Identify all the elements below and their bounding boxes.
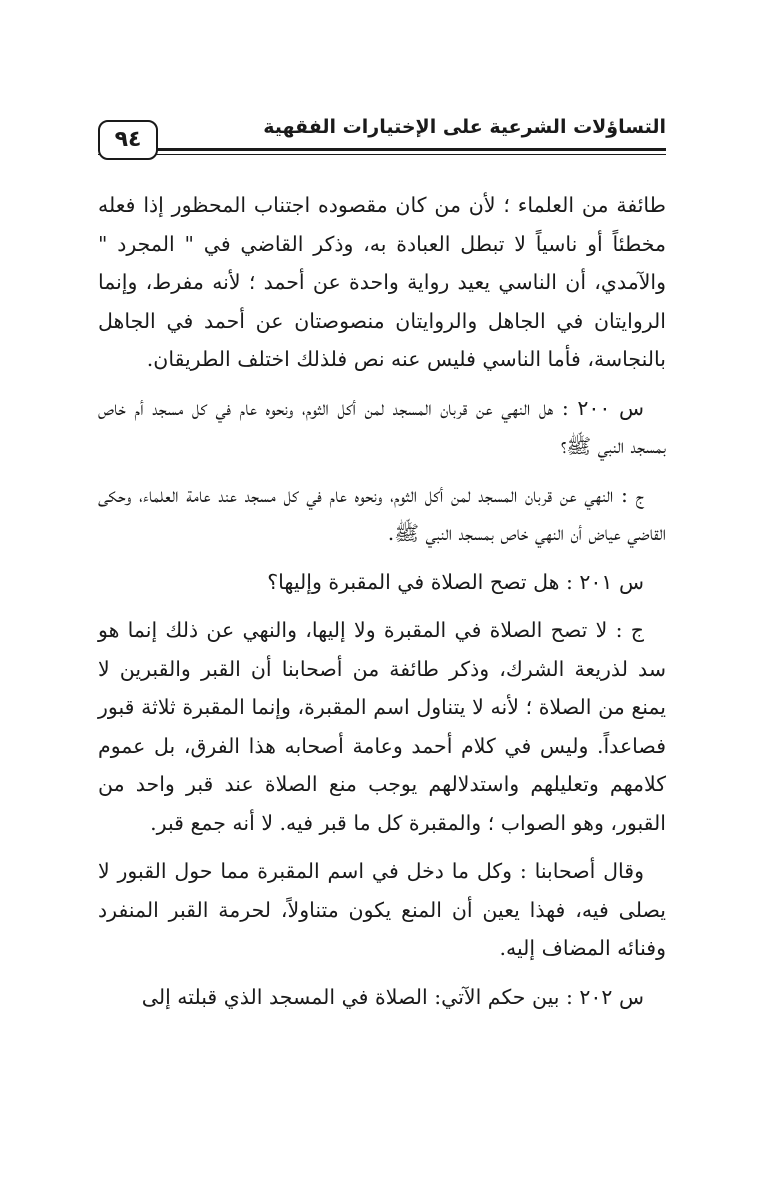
answer-201: ج : لا تصح الصلاة في المقبرة ولا إليها، والنهي عن ذلك إنما هو سد لذريعة الشرك، وذكر طائفة من أصحابنا أن القبر والقبرين لا يمنع من الصلاة ؛ لأنه لا يتناول اسم المقبرة، وإنما المقبرة ثلاثة قبور فصاعداً. وليس في كلام أحمد وعامة أصحابه هذا الفرق، بل عموم كلامهم وتعليلهم واستدلالهم يوجب منع الصلاة عند قبر واحد من القبور، وهو الصواب ؛ والمقبرة كل ما قبر فيه. لا أنه جمع قبر. (98, 618, 666, 835)
page-header (98, 112, 666, 162)
question-201: س ٢٠١ : هل تصح الصلاة في المقبرة وإليها؟ (267, 569, 644, 594)
header-rule-thin (98, 154, 666, 155)
question-200: س ٢٠٠ : هل النهي عن قربان المسجد لمن أكل الثوم، ونحوه عام في كل مسجد أم خاص بمسجد النبي ﷺ؟ (98, 395, 666, 458)
page-number: ٩٤ (98, 120, 158, 160)
paragraph-companions: وقال أصحابنا : وكل ما دخل في اسم المقبرة مما حول القبور لا يصلى فيه، فهذا يعين أن المنع يكون متناولاً، لحرمة القبر المنفرد وفنائه المضاف إليه. (98, 859, 666, 960)
question-202: س ٢٠٢ : بين حكم الآتي: الصلاة في المسجد الذي قبلته إلى (141, 984, 644, 1009)
answer-200: ج : النهي عن قربان المسجد لمن أكل الثوم، ونحوه عام في كل مسجد عند عامة العلماء، وحكى القاضي عياض أن النهي خاص بمسجد النبي ﷺ. (98, 482, 666, 545)
running-title: التساؤلات الشرعية على الإختيارات الفقهية (263, 116, 666, 138)
header-rule-thick (98, 148, 666, 151)
paragraph-continuation: طائفة من العلماء ؛ لأن من كان مقصوده اجتناب المحظور إذا فعله مخطئاً أو ناسياً لا تبطل العبادة به، وذكر القاضي في " المجرد " والآمدي، أن الناسي يعيد رواية واحدة عن أحمد ؛ لأنه مفرط، وإنما الروايتان في الجاهل والروايتان منصوصتان عن أحمد في الجاهل بالنجاسة، فأما الناسي فليس عنه نص فلذلك اختلف الطريقان. (98, 193, 666, 371)
page-body (98, 186, 666, 1026)
